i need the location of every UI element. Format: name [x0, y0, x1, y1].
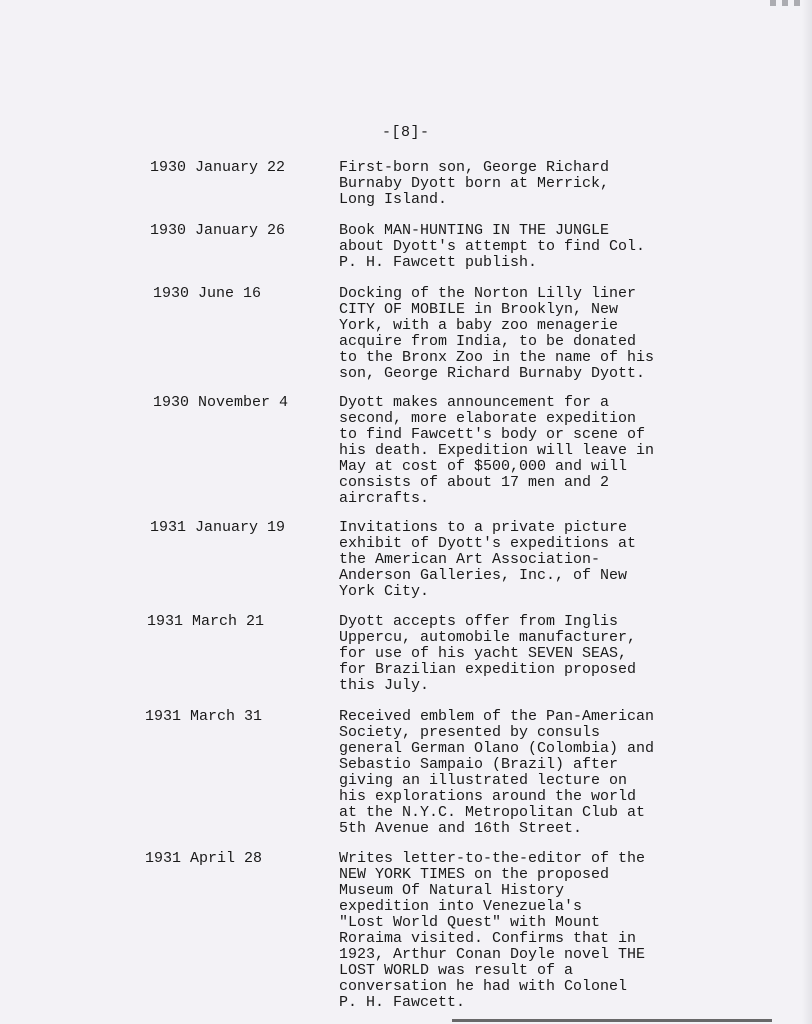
entry-date: 1930 January 22	[150, 159, 286, 176]
entry-date: 1930 June 16	[153, 285, 262, 302]
entry-date: 1930 January 26	[150, 222, 286, 239]
entry-text: Dyott accepts offer from Inglis Uppercu, automobile manufacturer, for use of his yacht SEVEN SEAS, for Brazilian expedition proposed this July.	[339, 613, 637, 694]
scan-edge-shadow	[802, 0, 812, 1024]
scan-corner-mark	[762, 0, 806, 6]
bottom-rule	[452, 1019, 772, 1022]
entry-date: 1931 April 28	[145, 850, 263, 867]
entry-text: Received emblem of the Pan-American Society, presented by consuls general German Olano (Colombia) and Sebastio Sampaio (Brazil) after giving an illustrated lecture on his explorations around the world at the N.Y.C. Metropolitan Club at 5th Avenue and 16th Street.	[339, 708, 655, 837]
entry-date: 1930 November 4	[153, 394, 289, 411]
entry-text: Writes letter-to-the-editor of the NEW YORK TIMES on the proposed Museum Of Natural History expedition into Venezuela's "Lost World Quest" with Mount Roraima visited. Confirms that in 1923, Arthur Conan Doyle novel THE LOST WORLD was result of a conversation he had with Colonel P. H. Fawcett.	[339, 850, 646, 1011]
entry-text: Invitations to a private picture exhibit of Dyott's expeditions at the American Art Association- Anderson Galleries, Inc., of New York City.	[339, 519, 637, 600]
entry-date: 1931 January 19	[150, 519, 286, 536]
entry-date: 1931 March 31	[145, 708, 263, 725]
entry-text: Dyott makes announcement for a second, more elaborate expedition to find Fawcett's body or scene of his death. Expedition will leave in May at cost of $500,000 and will consists of about 17 men and 2 aircrafts.	[339, 394, 655, 507]
page-number: -[8]-	[382, 124, 430, 141]
entry-text: Book MAN-HUNTING IN THE JUNGLE about Dyott's attempt to find Col. P. H. Fawcett publish.	[339, 222, 646, 271]
entry-date: 1931 March 21	[147, 613, 265, 630]
entry-text: First-born son, George Richard Burnaby Dyott born at Merrick, Long Island.	[339, 159, 610, 208]
entry-text: Docking of the Norton Lilly liner CITY OF MOBILE in Brooklyn, New York, with a baby zoo menagerie acquire from India, to be donated to the Bronx Zoo in the name of his son, George Richard Burnaby Dyott.	[339, 285, 655, 382]
